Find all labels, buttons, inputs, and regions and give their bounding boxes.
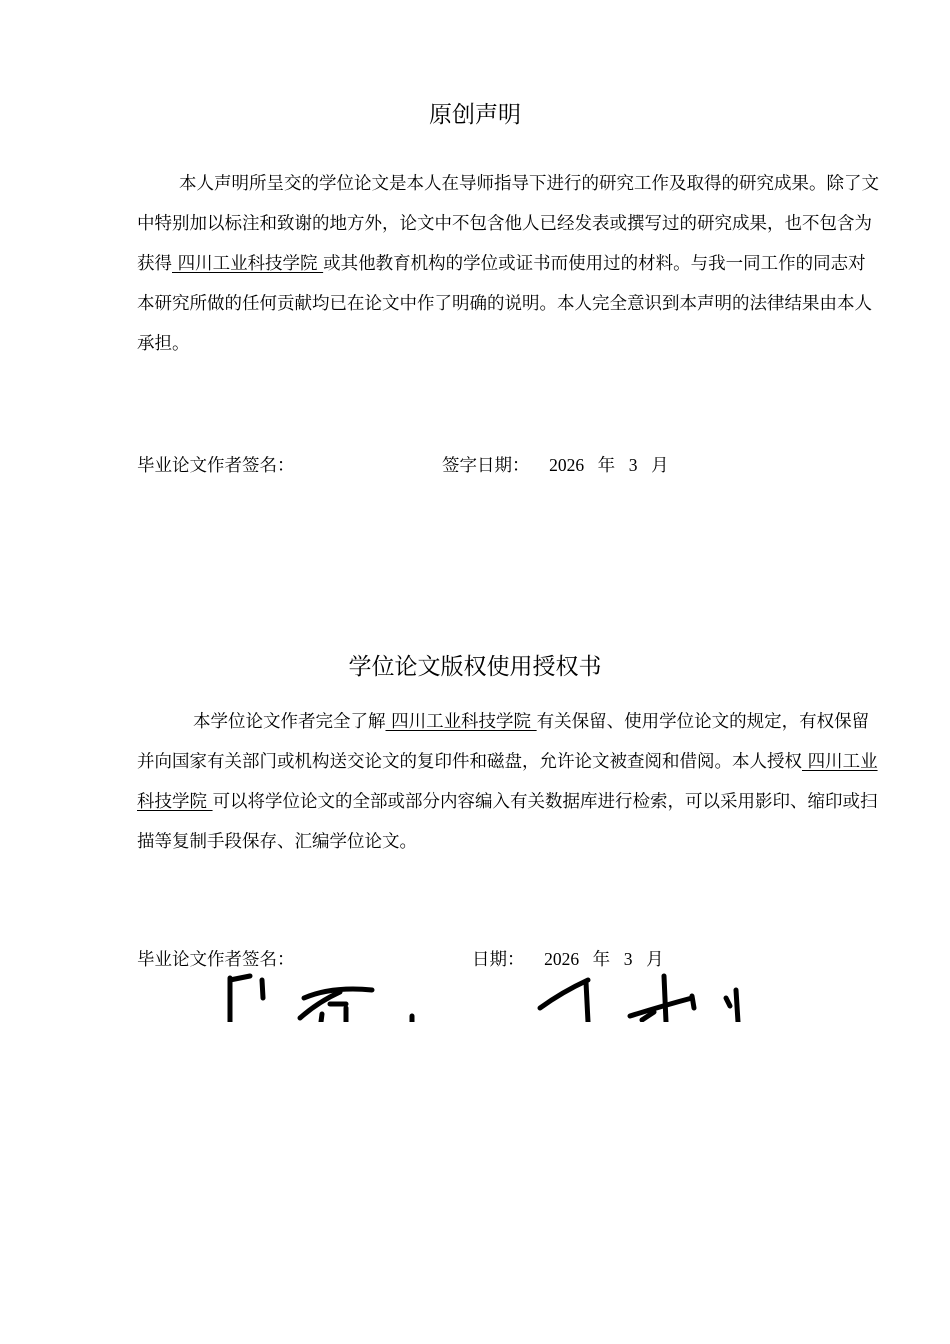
authorization-title: 学位论文版权使用授权书 <box>348 654 602 680</box>
declaration-month-char: 月 <box>651 456 669 476</box>
declaration-text-1: 本人声明所呈交的学位论文是本人在导师指导下进行的研究工作及取得的研究成果。除了文中特别加以标注和致谢的地方外，论文中不包含他人已经发表或撰写过的研究成果，也不包含为获得 <box>137 174 879 274</box>
authorization-institution-2: 四川工业科技学院 <box>137 752 878 812</box>
authorization-institution-1: 四川工业科技学院 <box>385 712 537 732</box>
authorization-month-char: 月 <box>646 950 664 970</box>
authorization-text-2: 有关保留、使用学位论文的规定，有权保留并向国家有关部门或机构送交论文的复印件和磁盘，允许论文被查阅和借阅。本人授权 <box>137 712 870 772</box>
authorization-text-1: 本学位论文作者完全了解 <box>193 712 386 732</box>
declaration-institution: 四川工业科技学院 <box>172 254 324 274</box>
declaration-date-month: 3 <box>628 455 638 475</box>
handwritten-signature <box>222 968 752 1022</box>
authorization-body <box>137 702 882 862</box>
declaration-year-char: 年 <box>597 456 616 476</box>
authorization-date-month: 3 <box>623 949 633 969</box>
declaration-date-label: 签字日期： <box>442 456 530 476</box>
declaration-text-2: 或其他教育机构的学位或证书而使用过的材料。与我一同工作的同志对本研究所做的任何贡献均已在论文中作了明确的说明。本人完全意识到本声明的法律结果由本人承担。 <box>137 254 872 354</box>
declaration-date <box>442 452 669 477</box>
authorization-text-3: 可以将学位论文的全部或部分内容编入有关数据库进行检索，可以采用影印、缩印或扫描等复制手段保存、汇编学位论文。 <box>137 792 878 852</box>
authorization-date-year: 2026 <box>544 949 580 969</box>
declaration-body <box>137 164 882 364</box>
signature-strokes <box>222 968 752 1022</box>
authorization-year-char: 年 <box>592 950 611 970</box>
authorization-date-label: 日期： <box>472 950 525 970</box>
authorization-signature-label: 毕业论文作者签名： <box>137 950 295 970</box>
declaration-signature-label: 毕业论文作者签名： <box>137 456 295 476</box>
declaration-title: 原创声明 <box>429 102 521 128</box>
declaration-date-year: 2026 <box>549 455 585 475</box>
